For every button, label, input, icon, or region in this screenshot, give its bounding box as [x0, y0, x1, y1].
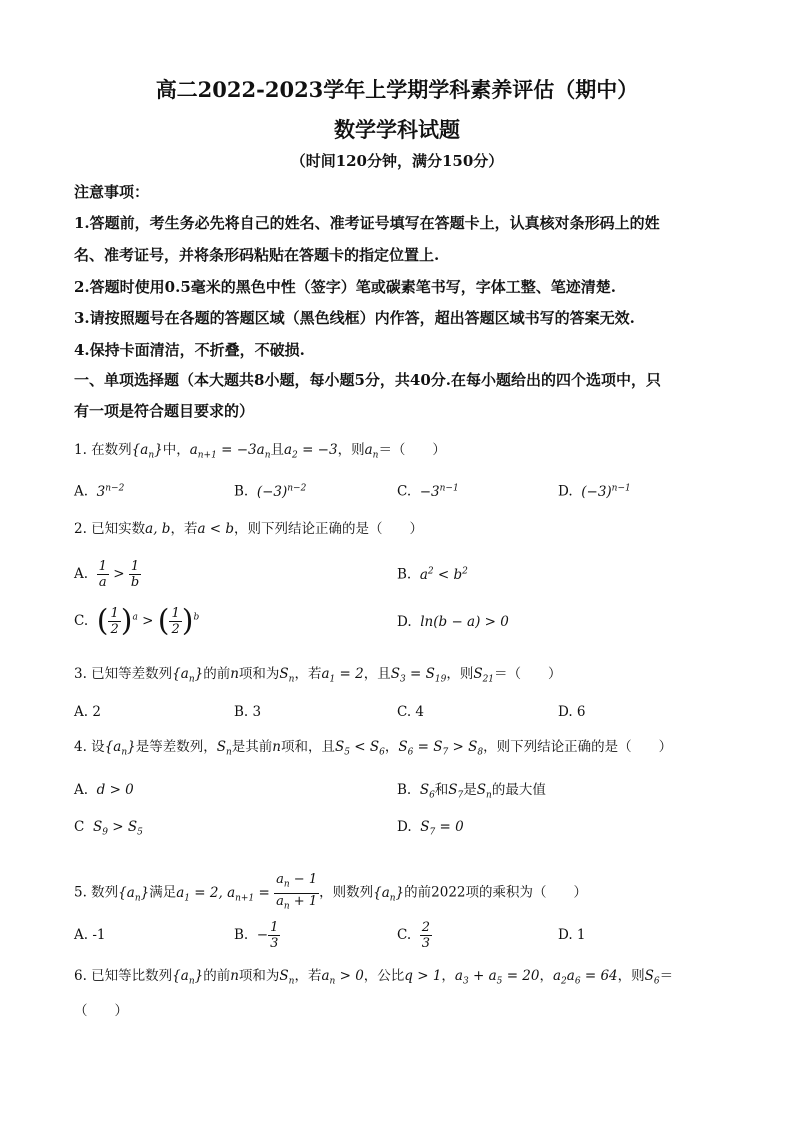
section-heading-line1: 一、单项选择题（本大题共8小题，每小题5分，共40分.在每小题给出的四个选项中，只: [74, 371, 661, 389]
question-4-stem: 4. 设$\{a_n\}$是等差数列，$S_n$是其前n项和，且$S_5 < S_6$，$S_6 = S_7 > S_8$，则下列结论正确的是（ ）: [74, 739, 673, 758]
notice-heading: 注意事项：: [74, 183, 150, 201]
question-6-stem: 6. 已知等比数列$\{a_n\}$的前n项和为$S_n$，若$a_n > 0$，公比q > 1，$a_3 + a_5 = 20$，$a_2a_6 = 64$，则$S_6=$: [74, 968, 674, 987]
question-4-option-a: A. d > 0: [74, 782, 134, 798]
question-2-option-a: A. $\frac{1}{a}$ > $\frac{1}{b}$: [74, 559, 140, 590]
question-4-option-d: D. $S_7 = 0$: [397, 819, 464, 838]
notice-item-4: 4.保持卡面清洁，不折叠，不破损.: [74, 341, 305, 359]
question-2-option-d: D. ln(b − a) > 0: [397, 614, 509, 630]
question-3-option-b: B. 3: [234, 704, 262, 720]
question-1-stem: 1. 在数列$\{a_n\}$中，$a_{n+1} = -3a_n$且$a_2 = -3$，则$a_n=$（ ）: [74, 442, 446, 461]
question-2-option-c: C. ( $\frac{1}{2}$ )$^a$ > ( $\frac{1}{2}$ )$^b$: [74, 603, 200, 639]
section-heading-line2: 有一项是符合题目要求的）: [74, 402, 255, 420]
notice-item-2: 2.答题时使用0.5毫米的黑色中性（签字）笔或碳素笔书写，字体工整、笔迹清楚.: [74, 278, 616, 296]
question-6-answer-paren: （ ）: [74, 1003, 128, 1019]
question-3-option-d: D. 6: [558, 704, 586, 720]
question-5-option-c: C. $\frac{2}{3}$: [397, 920, 431, 951]
exam-time-note: （时间120分钟，满分150分）: [290, 152, 504, 170]
question-5-stem: 5. 数列$\{a_n\}$满足$a_1 = 2$, $a_{n+1}$ = $\frac{a_n - 1}{a_n + 1}$ ，则数列$\{a_n\}$的前2022项的乘积为（ ）: [74, 872, 587, 912]
question-2-stem: 2. 已知实数a, b，若a < b，则下列结论正确的是（ ）: [74, 521, 424, 537]
question-3-option-a: A. 2: [74, 704, 101, 720]
exam-title: 高二2022-2023学年上学期学科素养评估（期中）: [155, 77, 639, 102]
question-5-option-b: B. − $\frac{1}{3}$: [234, 920, 279, 951]
question-1-option-c: C. $-3^{n-1}$: [397, 483, 459, 500]
question-4-option-c: C $S_9 > S_5$: [74, 819, 143, 838]
question-1-option-d: D. $(-3)^{n-1}$: [558, 483, 631, 500]
question-5-option-d: D. 1: [558, 927, 586, 943]
question-1-option-a: A. $3^{n-2}$: [74, 483, 125, 500]
question-1-option-b: B. $(-3)^{n-2}$: [234, 483, 307, 500]
question-4-option-b: B. $S_6$和$S_7$是$S_n$的最大值: [397, 782, 546, 801]
notice-item-1b: 名、准考证号，并将条形码粘贴在答题卡的指定位置上.: [74, 246, 440, 264]
question-3-stem: 3. 已知等差数列$\{a_n\}$的前n项和为$S_n$，若$a_1 = 2$，且$S_3 = S_{19}$，则$S_{21}=$（ ）: [74, 666, 562, 685]
exam-subtitle: 数学学科试题: [334, 117, 460, 142]
question-2-option-b: B. $a^2 < b^2$: [397, 566, 468, 583]
notice-item-3: 3.请按照题号在各题的答题区域（黑色线框）内作答，超出答题区域书写的答案无效.: [74, 309, 635, 327]
question-5-option-a: A. -1: [74, 927, 106, 943]
notice-item-1a: 1.答题前，考生务必先将自己的姓名、准考证号填写在答题卡上，认真核对条形码上的姓: [74, 214, 660, 232]
question-3-option-c: C. 4: [397, 704, 425, 720]
